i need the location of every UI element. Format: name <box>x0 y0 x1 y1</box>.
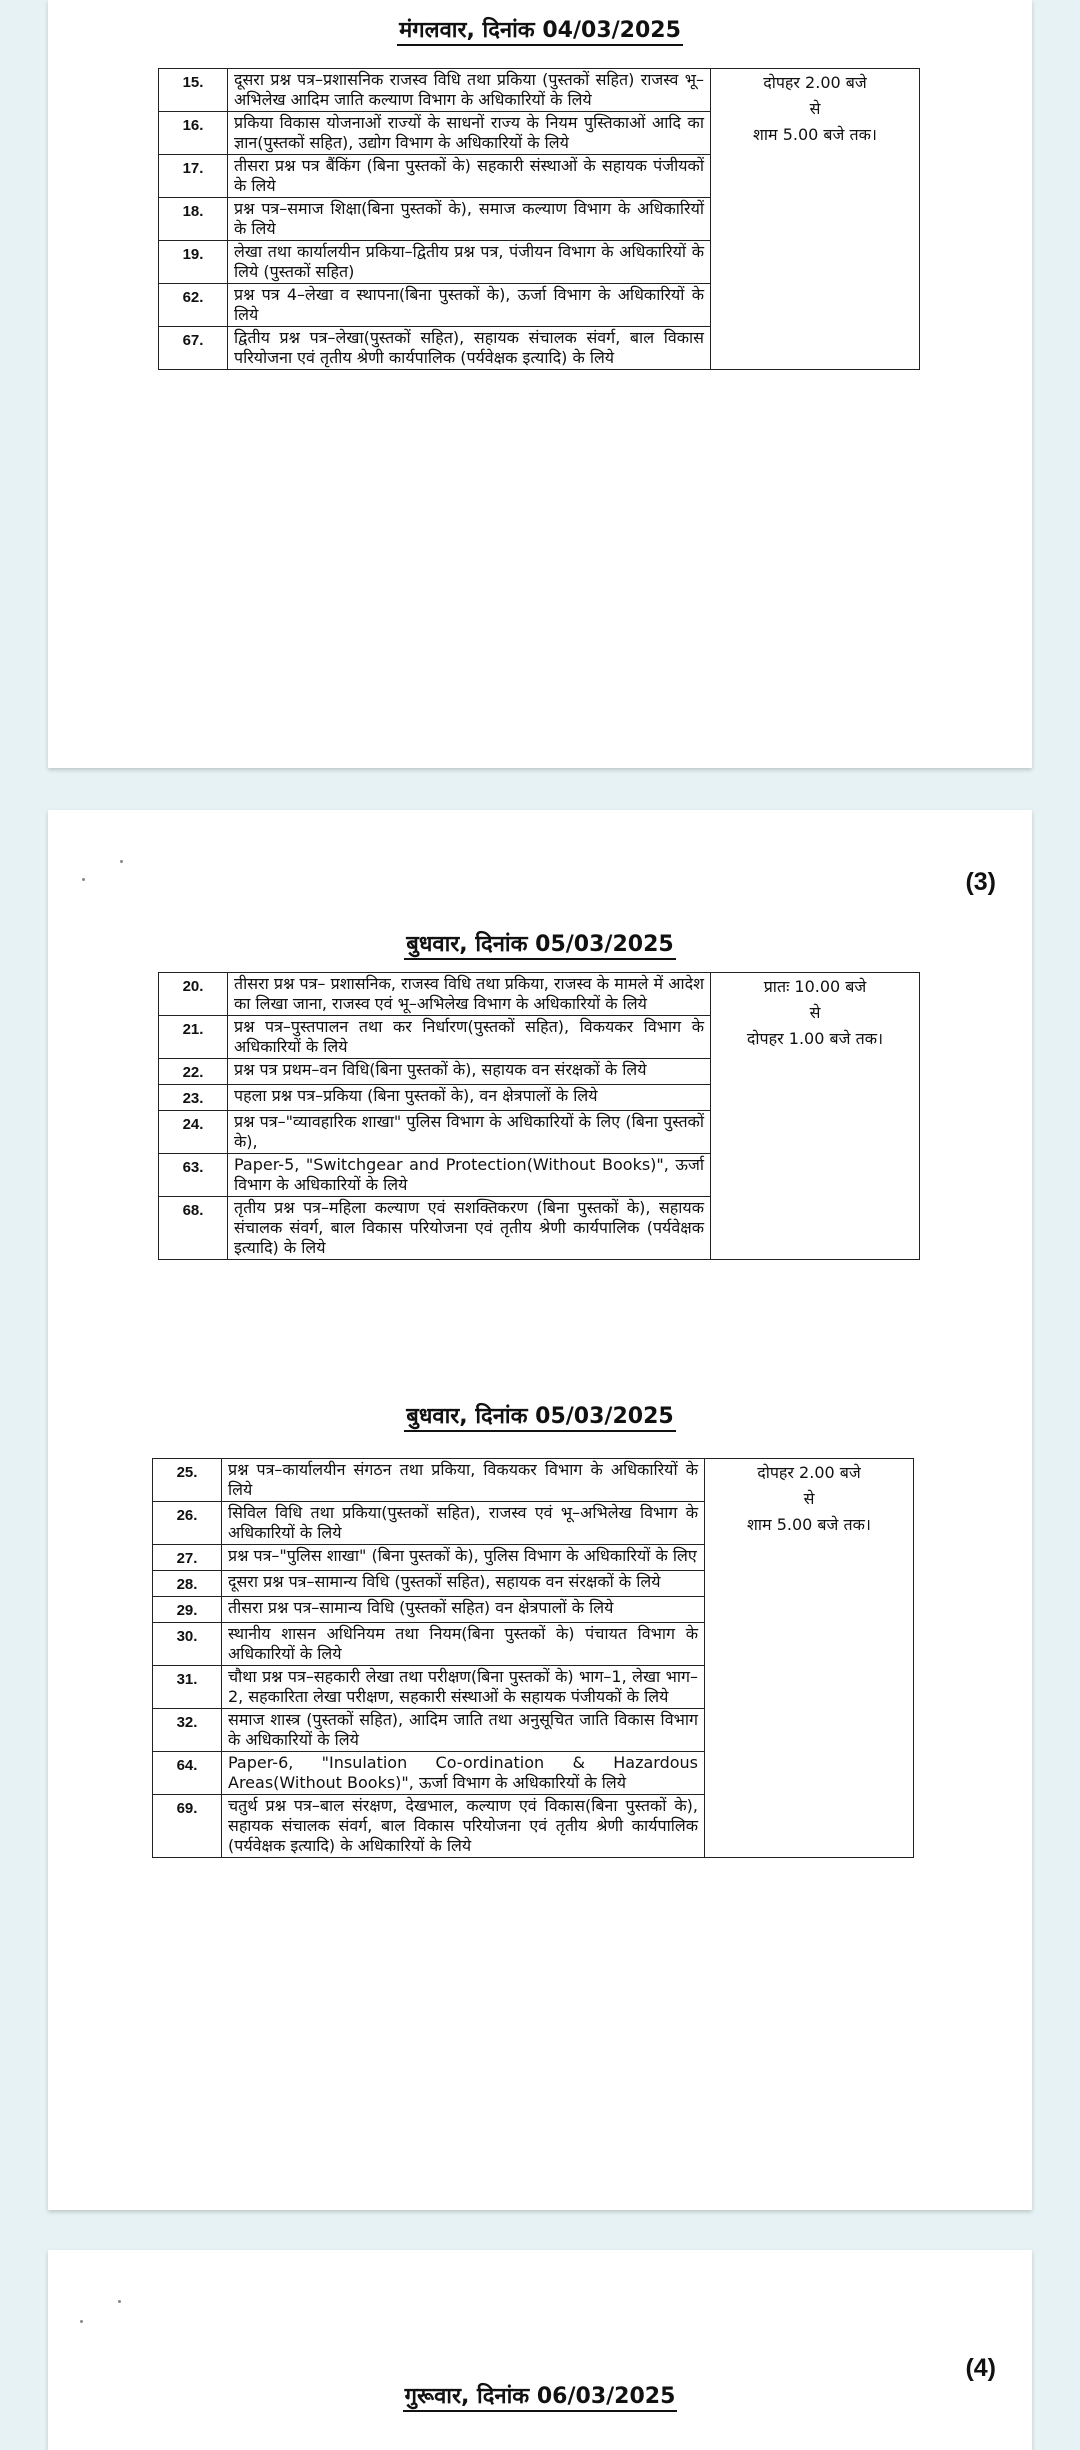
exam-time-line: शाम 5.00 बजे तक। <box>753 125 877 144</box>
page-number: (4) <box>965 2354 996 2382</box>
exam-time-cell <box>711 69 920 370</box>
page-number: (3) <box>965 868 996 896</box>
exam-time-line: से <box>803 1489 815 1508</box>
paper-description: प्रश्न पत्र–पुस्तपालन तथा कर निर्धारण(पुस्तकों सहित), विकयकर विभाग के अधिकारियों के लिये <box>228 1016 711 1059</box>
paper-number: 27. <box>153 1545 222 1571</box>
paper-description: Paper-6, "Insulation Co-ordination & Hazardous Areas(Without Books)", ऊर्जा विभाग के अधिकारियों के लिये <box>222 1752 705 1795</box>
paper-description: पहला प्रश्न पत्र–प्रकिया (बिना पुस्तकों के), वन क्षेत्रपालों के लिये <box>228 1085 711 1111</box>
paper-description: तृतीय प्रश्न पत्र–महिला कल्याण एवं सशक्तिकरण (बिना पुस्तकों के), सहायक संचालक संवर्ग, बाल विकास परियोजना एवं तृतीय श्रेणी कार्यपालिक (पर्यवेक्षक इत्यादि) के लिये <box>228 1197 711 1260</box>
paper-number: 62. <box>159 284 228 327</box>
paper-number: 31. <box>153 1666 222 1709</box>
paper-number: 24. <box>159 1111 228 1154</box>
paper-number: 68. <box>159 1197 228 1260</box>
paper-number: 21. <box>159 1016 228 1059</box>
paper-description: प्रश्न पत्र प्रथम–वन विधि(बिना पुस्तकों के), सहायक वन संरक्षकों के लिये <box>228 1059 711 1085</box>
exam-time-line: शाम 5.00 बजे तक। <box>747 1515 871 1534</box>
paper-description: लेखा तथा कार्यालयीन प्रकिया–द्वितीय प्रश्न पत्र, पंजीयन विभाग के अधिकारियों के लिये (पुस्तकों सहित) <box>228 241 711 284</box>
paper-description: दूसरा प्रश्न पत्र–सामान्य विधि (पुस्तकों सहित), सहायक वन संरक्षकों के लिये <box>222 1571 705 1597</box>
session-date-heading: बुधवार, दिनांक 05/03/2025 <box>48 1400 1032 1430</box>
document-page <box>48 0 1032 768</box>
paper-description: प्रश्न पत्र–समाज शिक्षा(बिना पुस्तकों के), समाज कल्याण विभाग के अधिकारियों के लिये <box>228 198 711 241</box>
paper-description: चौथा प्रश्न पत्र–सहकारी लेखा तथा परीक्षण(बिना पुस्तकों के) भाग–1, लेखा भाग–2, सहकारिता लेखा परीक्षण, सहकारी संस्थाओं के सहायक पंजीयकों के लिये <box>222 1666 705 1709</box>
paper-number: 23. <box>159 1085 228 1111</box>
paper-description: चतुर्थ प्रश्न पत्र–बाल संरक्षण, देखभाल, कल्याण एवं विकास(बिना पुस्तकों के), सहायक संचालक संवर्ग, बाल विकास परियोजना एवं तृतीय श्रेणी कार्यपालिक (पर्यवेक्षक इत्यादि) के अधिकारियों के लिये <box>222 1795 705 1858</box>
table-row <box>159 69 920 112</box>
paper-number: 18. <box>159 198 228 241</box>
paper-number: 63. <box>159 1154 228 1197</box>
exam-schedule-table <box>158 972 920 1260</box>
paper-description: तीसरा प्रश्न पत्र बैंकिंग (बिना पुस्तकों के) सहकारी संस्थाओं के सहायक पंजीयकों के लिये <box>228 155 711 198</box>
exam-time-cell <box>705 1459 914 1858</box>
paper-description: तीसरा प्रश्न पत्र–सामान्य विधि (पुस्तकों सहित) वन क्षेत्रपालों के लिये <box>222 1597 705 1623</box>
paper-number: 20. <box>159 973 228 1016</box>
paper-description: तीसरा प्रश्न पत्र– प्रशासनिक, राजस्व विधि तथा प्रकिया, राजस्व के मामले में आदेश का लिखा जाना, राजस्व एवं भू–अभिलेख विभाग के अधिकारियों के लिये <box>228 973 711 1016</box>
session-date-heading: मंगलवार, दिनांक 04/03/2025 <box>48 14 1032 44</box>
paper-description: प्रकिया विकास योजनाओं राज्यों के साधनों राज्य के नियम पुस्तिकाओं आदि का ज्ञान(पुस्तकों सहित), उद्योग विभाग के अधिकारियों के लिये <box>228 112 711 155</box>
exam-time-line: से <box>809 1003 821 1022</box>
paper-number: 69. <box>153 1795 222 1858</box>
paper-description: स्थानीय शासन अधिनियम तथा नियम(बिना पुस्तकों के) पंचायत विभाग के अधिकारियों के लिये <box>222 1623 705 1666</box>
paper-description: प्रश्न पत्र–"पुलिस शाखा" (बिना पुस्तकों के), पुलिस विभाग के अधिकारियों के लिए <box>222 1545 705 1571</box>
exam-time-line: दोपहर 2.00 बजे <box>757 1463 861 1482</box>
exam-time-line: प्रातः 10.00 बजे <box>763 977 867 996</box>
table-row <box>159 973 920 1016</box>
paper-description: Paper-5, "Switchgear and Protection(Without Books)", ऊर्जा विभाग के अधिकारियों के लिये <box>228 1154 711 1197</box>
exam-time-cell <box>711 973 920 1260</box>
exam-time-line: से <box>809 99 821 118</box>
table-row <box>153 1459 914 1502</box>
exam-schedule-table <box>158 68 920 370</box>
paper-number: 67. <box>159 327 228 370</box>
paper-number: 17. <box>159 155 228 198</box>
session-date-heading: बुधवार, दिनांक 05/03/2025 <box>48 928 1032 958</box>
paper-number: 28. <box>153 1571 222 1597</box>
paper-number: 29. <box>153 1597 222 1623</box>
paper-number: 22. <box>159 1059 228 1085</box>
paper-description: प्रश्न पत्र–कार्यालयीन संगठन तथा प्रकिया, विकयकर विभाग के अधिकारियों के लिये <box>222 1459 705 1502</box>
paper-number: 64. <box>153 1752 222 1795</box>
paper-number: 25. <box>153 1459 222 1502</box>
paper-description: दूसरा प्रश्न पत्र–प्रशासनिक राजस्व विधि तथा प्रकिया (पुस्तकों सहित) राजस्व भू– अभिलेख आदिम जाति कल्याण विभाग के अधिकारियों के लिये <box>228 69 711 112</box>
paper-description: प्रश्न पत्र 4–लेखा व स्थापना(बिना पुस्तकों के), ऊर्जा विभाग के अधिकारियों के लिये <box>228 284 711 327</box>
paper-number: 15. <box>159 69 228 112</box>
exam-time-line: दोपहर 1.00 बजे तक। <box>746 1029 884 1048</box>
document-page <box>48 2250 1032 2450</box>
exam-time-line: दोपहर 2.00 बजे <box>763 73 867 92</box>
paper-number: 16. <box>159 112 228 155</box>
paper-number: 19. <box>159 241 228 284</box>
paper-description: द्वितीय प्रश्न पत्र–लेखा(पुस्तकों सहित), सहायक संचालक संवर्ग, बाल विकास परियोजना एवं तृतीय श्रेणी कार्यपालिक (पर्यवेक्षक इत्यादि) के लिये <box>228 327 711 370</box>
paper-description: प्रश्न पत्र–"व्यावहारिक शाखा" पुलिस विभाग के अधिकारियों के लिए (बिना पुस्तकों के), <box>228 1111 711 1154</box>
paper-number: 30. <box>153 1623 222 1666</box>
paper-description: समाज शास्त्र (पुस्तकों सहित), आदिम जाति तथा अनुसूचित जाति विकास विभाग के अधिकारियों के लिये <box>222 1709 705 1752</box>
paper-number: 32. <box>153 1709 222 1752</box>
document-page <box>48 810 1032 2210</box>
paper-description: सिविल विधि तथा प्रकिया(पुस्तकों सहित), राजस्व एवं भू–अभिलेख विभाग के अधिकारियों के लिये <box>222 1502 705 1545</box>
session-date-heading: गुरूवार, दिनांक 06/03/2025 <box>48 2380 1032 2410</box>
exam-schedule-table <box>152 1458 914 1858</box>
paper-number: 26. <box>153 1502 222 1545</box>
